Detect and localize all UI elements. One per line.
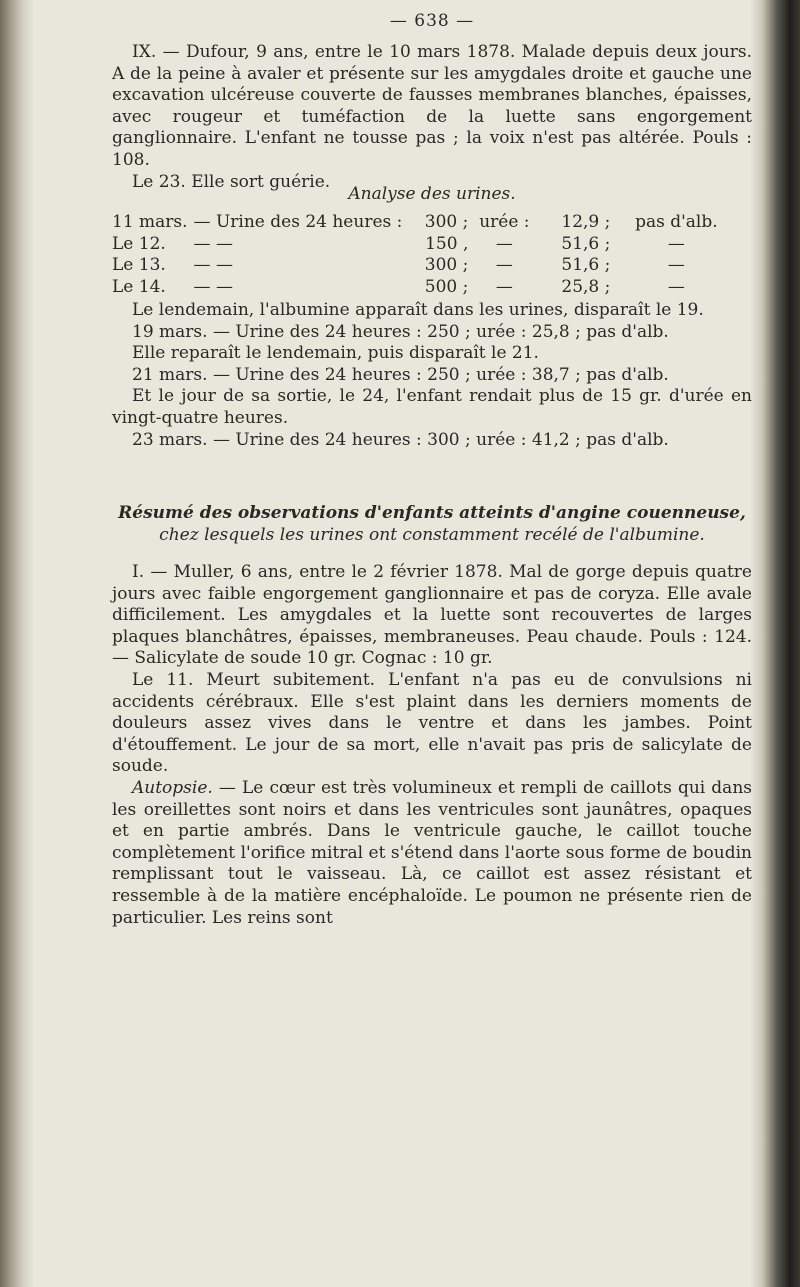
analysis-notes [112,300,752,451]
row-uree-label: urée : [479,212,530,232]
page-gutter-left [0,0,34,1287]
row-albumin: pas d'alb. [635,212,718,232]
analysis-note: 19 mars. — Urine des 24 heures : 250 ; urée : 25,8 ; pas d'alb. [132,321,669,342]
row-uree-value: 51,6 ; [561,233,611,254]
analysis-note: Le lendemain, l'albumine apparaît dans les urines, disparaît le 19. [132,300,704,320]
case-i-death: Le 11. Meurt subitement. L'enfant n'a pas eu de convulsions ni accidents cérébraux. Elle s'est plaint dans les derniers moments de douleurs assez vives dans le ventre et dans les jambes. Point d'étouffement. Le jour de sa mort, elle n'avait pas pris de salicylate de soude. [112,669,752,777]
case-ix [112,42,752,193]
analysis-note: Et le jour de sa sortie, le 24, l'enfant rendait plus de 15 gr. d'urée en vingt-quatre heures. [112,386,752,428]
analysis-row [112,234,742,256]
row-urine-label: — — [193,255,233,276]
row-urine-label: — — [193,276,233,297]
row-uree-label: — [495,255,513,276]
urine-analysis-table [112,212,742,298]
row-date: Le 13. [112,255,166,276]
analysis-heading: Analyse des urines. [348,184,516,204]
row-date: Le 14. [112,276,166,297]
autopsy-label: Autopsie. [132,777,213,798]
row-date: Le 12. [112,233,166,254]
analysis-section [112,184,752,206]
case-i-autopsy [112,778,752,929]
row-albumin: — [667,255,685,276]
analysis-row [112,212,742,234]
page-gutter-right [750,0,800,1287]
page-number: — 638 — [389,11,475,31]
row-albumin: — [667,233,685,254]
row-uree-value: 12,9 ; [561,212,611,232]
row-urine-volume: 500 ; [424,276,469,297]
row-urine-label: — — [193,233,233,254]
row-albumin: — [667,276,685,297]
analysis-note: 23 mars. — Urine des 24 heures : 300 ; urée : 41,2 ; pas d'alb. [132,429,669,450]
row-urine-volume: 150 , [425,233,469,254]
case-i-paragraph: I. — Muller, 6 ans, entre le 2 février 1878. Mal de gorge depuis quatre jours avec faible engorgement ganglionnaire et pas de coryza. Elle avale difficilement. Les amygdales et la luette sont recouvertes de larges plaques blanchâtres, épaisses, membraneuses. Peau chaude. Pouls : 124. — Salicylate de soude 10 gr. Cognac : 10 gr. [112,562,752,669]
row-uree-label: — [495,233,513,254]
analysis-row [112,255,742,277]
analysis-row [112,277,742,299]
row-urine-volume: 300 ; [424,255,469,276]
row-date: 11 mars. [112,212,188,232]
resume-lead: Résumé des observations d'enfants atteints d'angine couenneuse, [118,503,746,523]
resume-rest: chez lesquels les urines ont constamment recélé de l'albumine. [159,525,705,545]
case-ix-paragraph: IX. — Dufour, 9 ans, entre le 10 mars 1878. Malade depuis deux jours. A de la peine à avaler et présente sur les amygdales droite et gauche une excavation ulcéreuse couverte de fausses membranes blanches, épaisses, avec rougeur et tuméfaction de la luette sans engorgement ganglionnaire. L'enfant ne tousse pas ; la voix n'est pas altérée. Pouls : 108. [112,42,752,170]
analysis-table-wrap [112,212,752,298]
case-ix-outcome: Le 23. Elle sort guérie. [132,171,331,192]
resume-heading [112,502,752,546]
row-uree-label: — [495,276,513,297]
case-i [112,562,752,929]
book-page [112,0,752,1287]
analysis-note: Elle reparaît le lendemain, puis disparaît le 21. [132,343,539,364]
row-uree-value: 51,6 ; [561,255,611,276]
autopsy-text: — Le cœur est très volumineux et rempli de caillots qui dans les oreillettes sont noirs et dans les ventricules sont jaunâtres, opaques et en partie ambrés. Dans le ventricule gauche, le caillot touche complètement l'orifice mitral et s'étend dans l'aorte sous forme de boudin remplissant tout le vaisseau. Là, ce caillot est assez résistant et ressemble à de la matière encéphaloïde. Le poumon ne présente rien de particulier. Les reins sont [112,777,752,928]
row-uree-value: 25,8 ; [561,276,611,297]
row-urine-volume: 300 ; [424,212,469,232]
analysis-note: 21 mars. — Urine des 24 heures : 250 ; urée : 38,7 ; pas d'alb. [132,364,669,385]
row-urine-label: — Urine des 24 heures : [193,212,403,232]
